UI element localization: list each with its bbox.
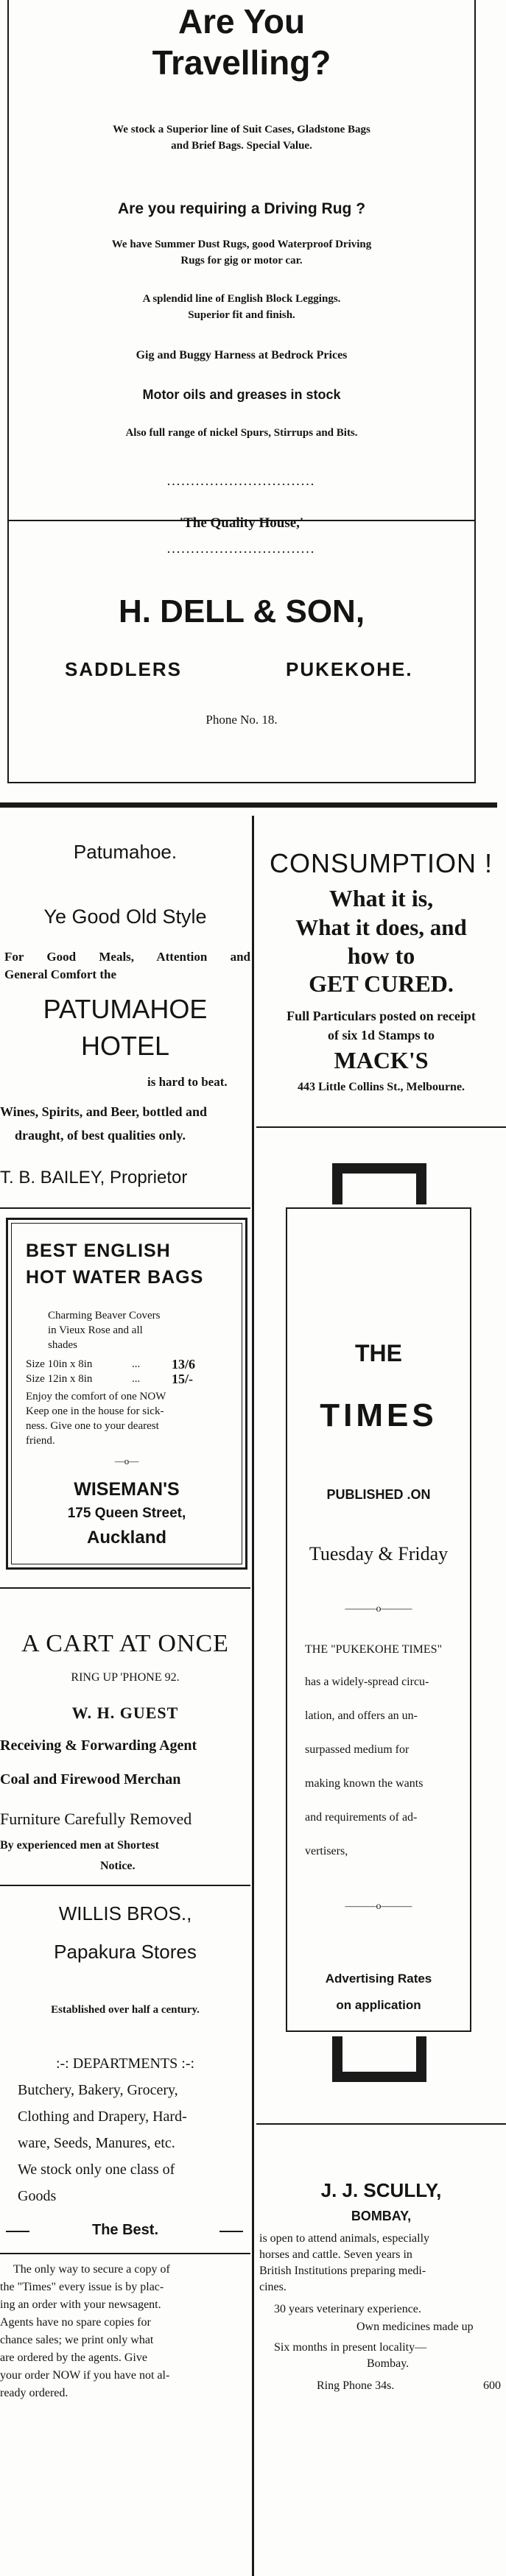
willis-line-1: Butchery, Bakery, Grocery,	[18, 2082, 178, 2098]
scully-line-4: cines.	[259, 2281, 287, 2293]
copy-line-3: ing an order with your newsagent.	[0, 2298, 161, 2311]
guest-line-2: Coal and Firewood Merchan	[0, 1771, 181, 1788]
guest-name: W. H. GUEST	[71, 1704, 179, 1722]
willis-line-4: We stock only one class of	[18, 2162, 175, 2178]
consumption-title: CONSUMPTION !	[269, 848, 493, 878]
willis-line-5: Goods	[18, 2188, 57, 2204]
scully-advert	[256, 2179, 506, 2576]
dell-phone: Phone No. 18.	[205, 713, 278, 727]
column-divider	[252, 816, 254, 2576]
hotel-proprietor: T. B. BAILEY, Proprietor	[0, 1168, 188, 1188]
willis-advert	[0, 1892, 250, 2238]
dell-dots-top: ...............................	[167, 477, 316, 488]
scully-code: 600	[483, 2379, 501, 2392]
wiseman-price-2: 15/-	[172, 1372, 193, 1386]
consumption-line-3: how to	[347, 942, 415, 969]
scully-line-3: British Institutions preparing medi-	[259, 2265, 426, 2277]
guest-line-3: Furniture Carefully Removed	[0, 1810, 192, 1828]
times-title: TIMES	[320, 1397, 438, 1433]
times-rates-2: on application	[336, 1998, 421, 2012]
hotel-advert	[0, 825, 250, 1188]
dell-headline-1: Are You	[178, 2, 306, 40]
willis-line-3: ware, Seeds, Manures, etc.	[18, 2135, 175, 2151]
willis-name: WILLIS BROS.,	[58, 1902, 192, 1924]
times-body-6: and requirements of ad-	[305, 1811, 418, 1824]
times-bracket-top	[332, 1163, 426, 1174]
guest-bottom-rule	[0, 1885, 250, 1886]
scully-line-7: Six months in present locality—	[274, 2341, 427, 2354]
hotel-text-2: General Comfort the	[4, 967, 117, 981]
consumption-bottom-rule	[256, 1126, 506, 1128]
section-separator	[0, 802, 497, 808]
times-the: THE	[355, 1340, 402, 1366]
times-divider-2: ———o———	[345, 1901, 412, 1912]
times-published: PUBLISHED .ON	[326, 1487, 431, 1502]
times-body-5: making known the wants	[305, 1777, 424, 1790]
scully-line-1: is open to attend animals, especially	[259, 2232, 430, 2245]
consumption-line-6: of six 1d Stamps to	[327, 1028, 435, 1042]
dell-text-1b: and Brief Bags. Special Value.	[171, 140, 312, 152]
times-body-2: has a widely-spread circu-	[305, 1676, 429, 1688]
consumption-line-2: What it does, and	[295, 914, 467, 940]
dell-trade: SADDLERS	[65, 658, 183, 680]
consumption-advert	[256, 825, 506, 1119]
consumption-macks: MACK'S	[334, 1047, 429, 1073]
wiseman-name: WISEMAN'S	[74, 1479, 180, 1500]
copy-line-6: are ordered by the agents. Give	[0, 2351, 147, 2364]
times-bracket-bottom	[332, 2072, 426, 2082]
times-bracket-top-right	[416, 1163, 426, 1204]
wiseman-text-4: Enjoy the comfort of one NOW	[26, 1391, 166, 1402]
scully-name: J. J. SCULLY,	[320, 2179, 442, 2201]
consumption-line-1: What it is,	[328, 885, 434, 911]
dell-town: PUKEKOHE.	[286, 658, 413, 680]
copy-line-5: chance sales; we print only what	[0, 2334, 154, 2346]
dell-quality-house: 'The Quality House,'	[179, 515, 304, 531]
hotel-bottom-rule	[0, 1207, 250, 1209]
times-body-4: surpassed medium for	[305, 1743, 410, 1756]
willis-bottom-rule	[0, 2253, 250, 2254]
dell-advert-lower	[7, 520, 476, 783]
wiseman-title-1: BEST ENGLISH	[26, 1241, 171, 1261]
wiseman-text-3: shades	[48, 1339, 77, 1351]
willis-established: Established over half a century.	[51, 2004, 200, 2016]
copy-line-4: Agents have no spare copies for	[0, 2316, 151, 2329]
scully-line-5: 30 years veterinary experience.	[274, 2303, 421, 2315]
dell-text-4: Gig and Buggy Harness at Bedrock Prices	[136, 349, 348, 361]
consumption-line-4: GET CURED.	[309, 970, 454, 997]
hotel-text-3: is hard to beat.	[147, 1075, 228, 1089]
wiseman-text-7: friend.	[26, 1435, 55, 1447]
wiseman-title-2: HOT WATER BAGS	[26, 1267, 204, 1288]
guest-advert	[0, 1598, 250, 1870]
times-body-3: lation, and offers an un-	[305, 1709, 418, 1722]
guest-line-5: Notice.	[100, 1860, 136, 1872]
times-bottom-rule	[256, 2123, 506, 2125]
scully-line-2: horses and cattle. Seven years in	[259, 2248, 412, 2261]
dell-headline-2: Travelling?	[152, 43, 331, 82]
dell-text-1: We stock a Superior line of Suit Cases, Gladstone Bags	[113, 124, 370, 135]
scully-line-8: Bombay.	[367, 2357, 410, 2370]
copy-line-1: The only way to secure a copy of	[13, 2263, 170, 2276]
wiseman-city: Auckland	[86, 1528, 167, 1548]
scully-city: BOMBAY,	[351, 2209, 412, 2223]
willis-line-2: Clothing and Drapery, Hard-	[18, 2109, 187, 2125]
willis-best: The Best.	[91, 2222, 159, 2238]
wiseman-bottom-rule	[0, 1587, 250, 1589]
dell-text-2b: Rugs for gig or motor car.	[180, 255, 303, 267]
consumption-address: 443 Little Collins St., Melbourne.	[297, 1081, 465, 1093]
hotel-text-5: draught, of best qualities only.	[15, 1128, 186, 1143]
times-divider-1: ———o———	[345, 1603, 412, 1615]
times-days: Tuesday & Friday	[309, 1543, 449, 1564]
hotel-name-1: PATUMAHOE	[43, 994, 208, 1024]
guest-ring: RING UP 'PHONE 92.	[71, 1671, 180, 1684]
wiseman-text-5: Keep one in the house for sick-	[26, 1405, 164, 1417]
willis-dash-right	[219, 2231, 243, 2232]
scully-line-6: Own medicines made up	[356, 2321, 474, 2333]
hotel-slogan: Ye Good Old Style	[43, 906, 207, 928]
dell-subhead-rug: Are you requiring a Driving Rug ?	[117, 200, 366, 217]
dell-text-5: Motor oils and greases in stock	[142, 387, 341, 402]
times-advert	[256, 1141, 506, 2209]
hotel-text-4: Wines, Spirits, and Beer, bottled and	[0, 1104, 208, 1119]
wiseman-price-1: 13/6	[172, 1357, 196, 1372]
copy-notice	[0, 2263, 250, 2572]
wiseman-ellipsis-2: ...	[132, 1373, 141, 1385]
dell-dots-bottom: ...............................	[167, 545, 316, 556]
times-body-1: THE "PUKEKOHE TIMES"	[305, 1643, 443, 1656]
wiseman-address: 175 Queen Street,	[67, 1506, 186, 1521]
wiseman-text-6: ness. Give one to your dearest	[26, 1420, 159, 1432]
wiseman-text-1: Charming Beaver Covers	[48, 1310, 161, 1321]
dell-text-2: We have Summer Dust Rugs, good Waterproof Driving	[111, 239, 372, 250]
wiseman-text-2: in Vieux Rose and all	[48, 1324, 143, 1336]
dell-firm-name: H. DELL & SON,	[118, 593, 365, 629]
willis-stores: Papakura Stores	[54, 1941, 197, 1963]
hotel-name-2: HOTEL	[80, 1031, 170, 1061]
consumption-line-5: Full Particulars posted on receipt	[287, 1009, 476, 1023]
copy-line-2: the "Times" every issue is by plac-	[0, 2281, 164, 2293]
wiseman-divider: —o—	[114, 1455, 139, 1467]
wiseman-size-1: Size 10in x 8in	[26, 1358, 93, 1370]
dell-text-3: A splendid line of English Block Leggings.	[142, 293, 341, 305]
dell-advert	[7, 0, 476, 531]
hotel-text-1: For Good Meals, Attention and	[4, 950, 250, 964]
times-bracket-top-left	[332, 1163, 342, 1204]
willis-departments: :-: DEPARTMENTS :-:	[55, 2055, 195, 2072]
dell-text-6: Also full range of nickel Spurs, Stirrups and Bits.	[125, 427, 358, 439]
times-frame	[286, 1207, 471, 2032]
times-rates-1: Advertising Rates	[325, 1972, 432, 1986]
dell-text-3b: Superior fit and finish.	[188, 309, 295, 321]
guest-line-1: Receiving & Forwarding Agent	[0, 1737, 197, 1754]
wiseman-advert	[6, 1218, 247, 1570]
wiseman-size-2: Size 12in x 8in	[26, 1373, 93, 1385]
wiseman-ellipsis-1: ...	[132, 1358, 141, 1370]
times-body-7: vertisers,	[305, 1845, 348, 1857]
copy-line-7: your order NOW if you have not al-	[0, 2369, 170, 2382]
hotel-place: Patumahoe.	[73, 841, 178, 863]
guest-headline: A CART AT ONCE	[21, 1630, 229, 1657]
scully-phone: Ring Phone 34s.	[317, 2379, 395, 2392]
copy-line-8: ready ordered.	[0, 2387, 68, 2399]
guest-line-4: By experienced men at Shortest	[0, 1839, 159, 1852]
